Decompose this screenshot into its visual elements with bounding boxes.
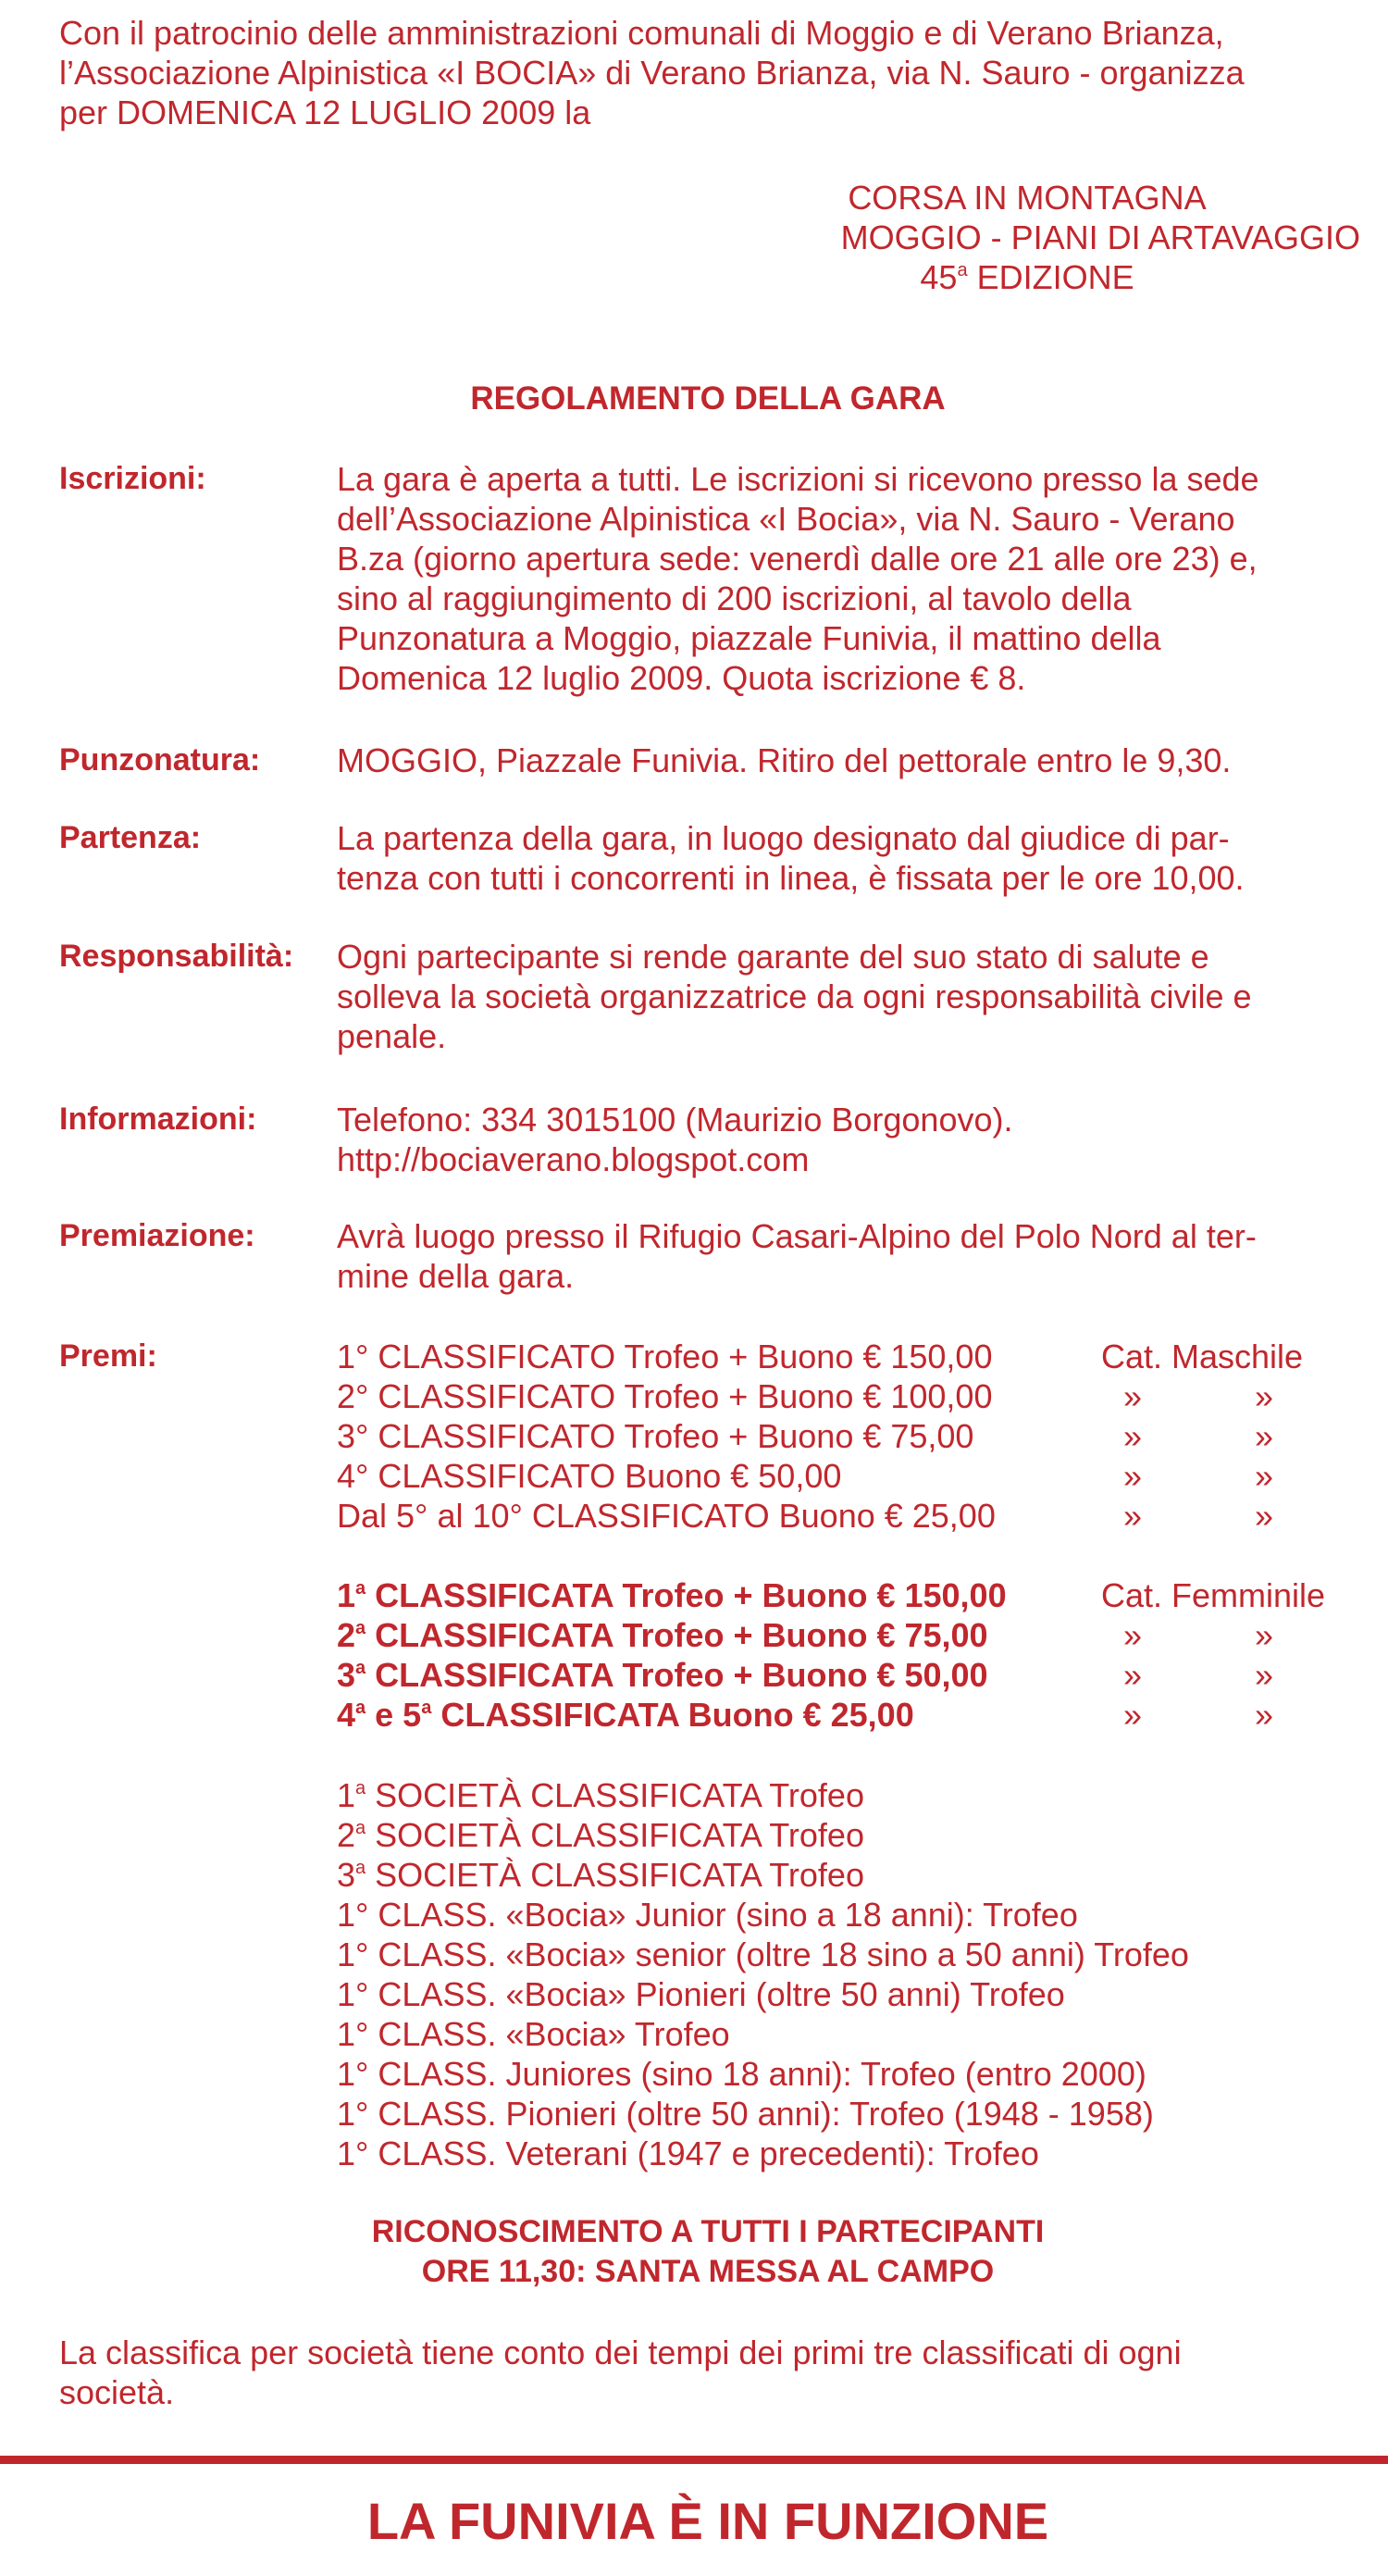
prize-line: Dal 5° al 10° CLASSIFICATO Buono € 25,00 » » <box>337 1497 1274 1535</box>
prize-line: 3° CLASSIFICATO Trofeo + Buono € 75,00 » » <box>337 1417 1274 1455</box>
prize-line: 1° CLASSIFICATO Trofeo + Buono € 150,00 Cat. Maschile <box>337 1338 1304 1375</box>
prize-line: 1° CLASS. «Bocia» Trofeo <box>337 2015 730 2053</box>
prize-line: 1° CLASS. Veterani (1947 e precedenti): Trofeo <box>337 2134 1039 2172</box>
prize-line: 4° CLASSIFICATO Buono € 50,00 » » <box>337 1457 1274 1495</box>
prize-line: 1° CLASS. Juniores (sino 18 anni): Trofeo (entro 2000) <box>337 2055 1146 2093</box>
phone-text: Telefono: 334 3015100 (Maurizio Borgonovo). <box>337 1101 1013 1139</box>
section-label: Informazioni: <box>59 1101 257 1137</box>
divider-rule <box>0 2456 1388 2464</box>
prize-line: 1$^a$ SOCIETÀ CLASSIFICATA Trofeo <box>337 1776 864 1814</box>
section-text: Avrà luogo presso il Rifugio Casari-Alpino del Polo Nord al ter- mine della gara. <box>337 1217 1257 1295</box>
intro-paragraph <box>59 13 1355 132</box>
messa-line: ORE 11,30: SANTA MESSA AL CAMPO <box>421 2254 995 2289</box>
section-label: Iscrizioni: <box>59 461 206 496</box>
prizes-other <box>337 1775 1355 2173</box>
intro-line: l’Associazione Alpinistica «I BOCIA» di Verano Brianza, via N. Sauro - organizza <box>59 54 1245 92</box>
section-text: La gara è aperta a tutti. Le iscrizioni si ricevono presso la sede dell’Associazione Alpinistica «I Bocia», via N. Sauro - Verano B.za (giorno apertura sede: venerdì dalle ore 21 alle ore 23) e, sino al raggiungimento di 200 iscrizioni, al tavolo della Punzonatura a Moggio, piazzale Funivia, il mattino della Domenica 12 luglio 2009. Quota iscrizione € 8. <box>337 460 1259 697</box>
category-label: Cat. Maschile <box>1101 1338 1304 1375</box>
prize-line: 2° CLASSIFICATO Trofeo + Buono € 100,00 » » <box>337 1377 1274 1415</box>
prize-line: 4$^a$ e 5$^a$ CLASSIFICATA Buono € 25,00 » » <box>337 1696 1274 1734</box>
prize-line: 1$^a$ CLASSIFICATA Trofeo + Buono € 150,00 Cat. Femminile <box>337 1576 1326 1614</box>
riconoscimento-line: RICONOSCIMENTO A TUTTI I PARTECIPANTI <box>371 2214 1045 2249</box>
prize-line: 2$^a$ SOCIETÀ CLASSIFICATA Trofeo <box>337 1816 864 1854</box>
intro-line: Con il patrocinio delle amministrazioni comunali di Moggio e di Verano Brianza, <box>59 14 1224 52</box>
race-title <box>694 178 1360 297</box>
intro-line: per DOMENICA 12 LUGLIO 2009 la <box>59 93 591 131</box>
section-text: MOGGIO, Piazzale Funivia. Ritiro del pettorale entro le 9,30. <box>337 741 1232 779</box>
prizes-male <box>337 1337 1355 1536</box>
footnote: La classifica per società tiene conto dei tempi dei primi tre classificati di ogni società. <box>59 2333 1182 2411</box>
prize-line: 2$^a$ CLASSIFICATA Trofeo + Buono € 75,00 » » <box>337 1616 1274 1654</box>
race-edition: 45$^a$ EDIZIONE <box>920 258 1134 296</box>
section-label: Punzonatura: <box>59 742 261 778</box>
blog-url: http://bociaverano.blogspot.com <box>337 1140 810 1178</box>
section-text <box>337 1100 1355 1179</box>
race-route: MOGGIO - PIANI DI ARTAVAGGIO <box>840 218 1360 256</box>
section-label: Partenza: <box>59 820 202 855</box>
prize-line: 3$^a$ SOCIETÀ CLASSIFICATA Trofeo <box>337 1856 864 1894</box>
prizes-female <box>337 1575 1355 1735</box>
section-text: Ogni partecipante si rende garante del suo stato di salute e solleva la società organizzatrice da ogni responsabilità civile e penale. <box>337 938 1252 1055</box>
category-label: Cat. Femminile <box>1101 1576 1326 1614</box>
section-label: Responsabilità: <box>59 939 294 974</box>
prize-line: 1° CLASS. «Bocia» senior (oltre 18 sino a 50 anni) Trofeo <box>337 1935 1189 1973</box>
race-name: CORSA IN MONTAGNA <box>848 179 1207 217</box>
section-label: Premiazione: <box>59 1218 255 1253</box>
section-text: La partenza della gara, in luogo designato dal giudice di par- tenza con tutti i concorrenti in linea, è fissata per le ore 10,00. <box>337 819 1245 897</box>
prize-line: 1° CLASS. Pionieri (oltre 50 anni): Trofeo (1948 - 1958) <box>337 2095 1154 2133</box>
prize-line: 1° CLASS. «Bocia» Junior (sino a 18 anni): Trofeo <box>337 1896 1078 1934</box>
regolamento-heading: REGOLAMENTO DELLA GARA <box>470 380 946 417</box>
funivia-banner: LA FUNIVIA È IN FUNZIONE <box>366 2492 1049 2550</box>
section-label: Premi: <box>59 1338 157 1374</box>
prize-line: 1° CLASS. «Bocia» Pionieri (oltre 50 anni) Trofeo <box>337 1975 1065 2013</box>
prize-line: 3$^a$ CLASSIFICATA Trofeo + Buono € 50,00 » » <box>337 1656 1274 1694</box>
